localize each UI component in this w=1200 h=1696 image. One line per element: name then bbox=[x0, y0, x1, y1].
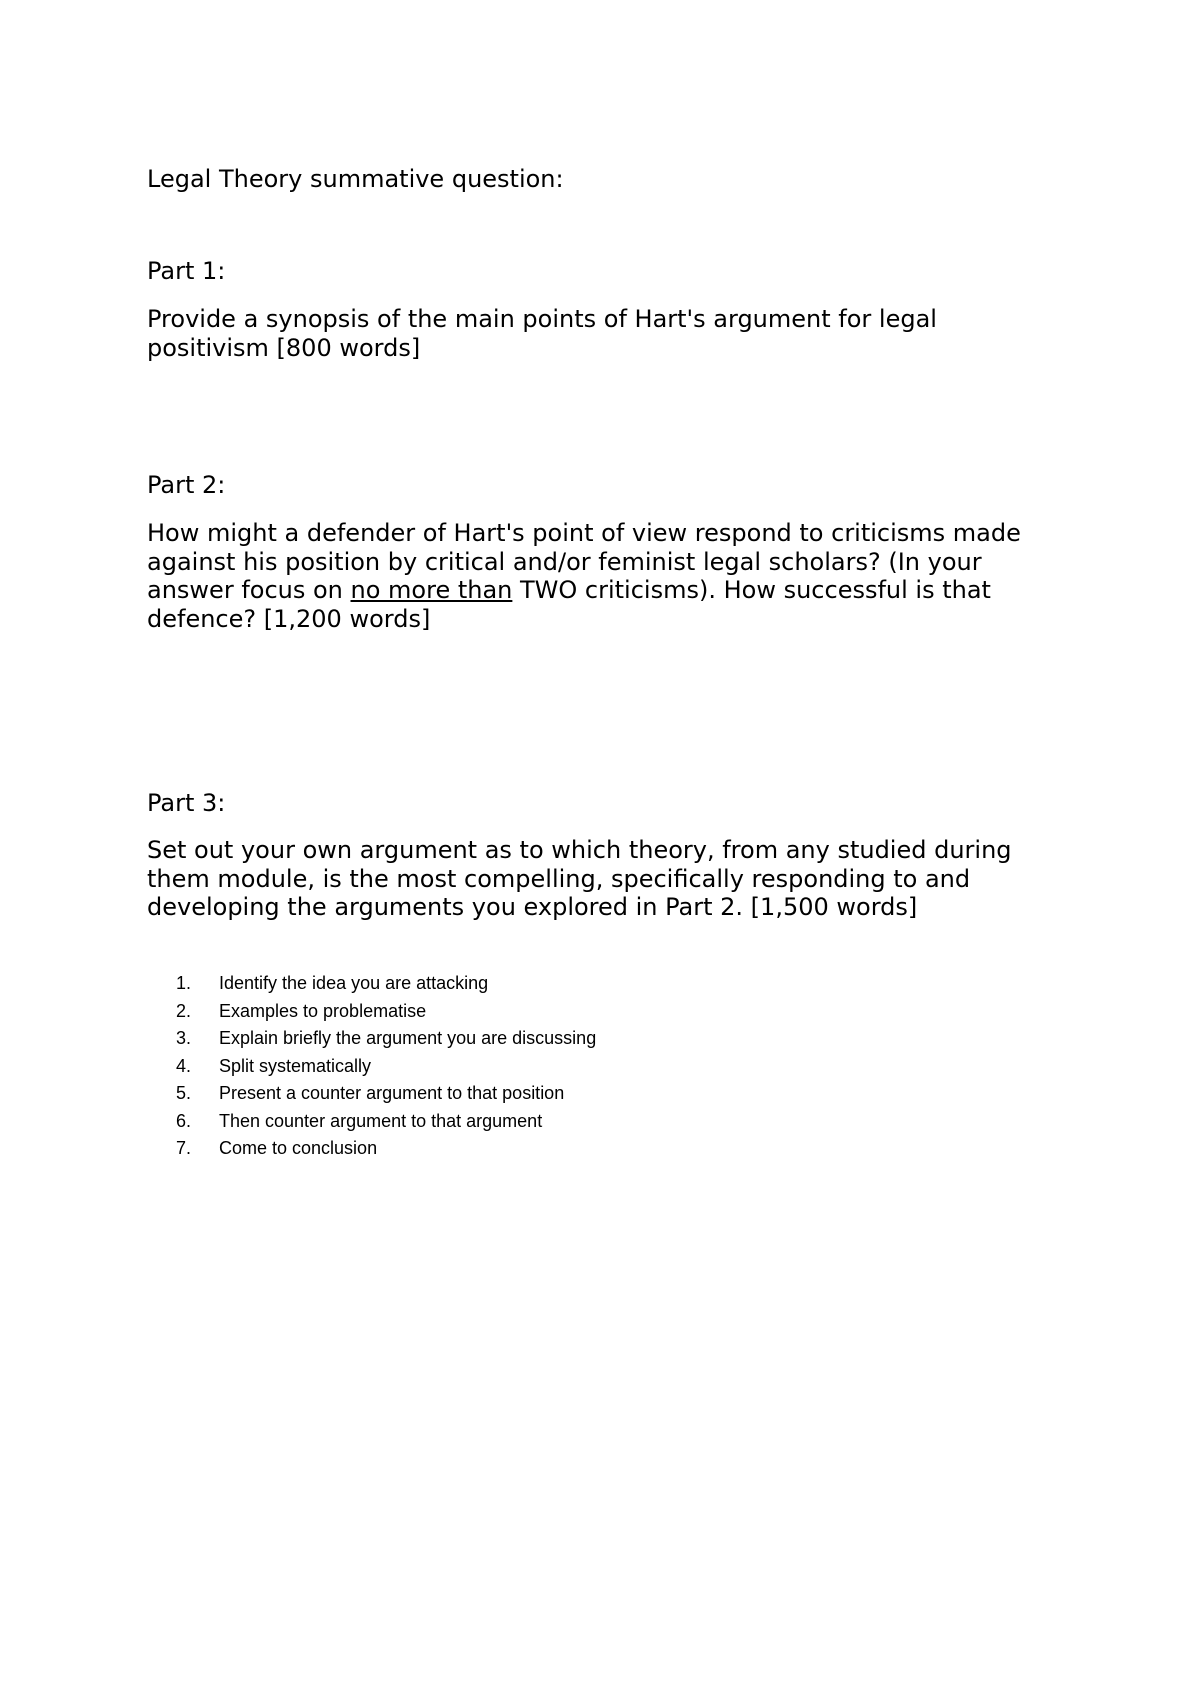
part-2-question-text-end: TWO criticisms). How successful is that defence? [1,200 words] bbox=[147, 576, 991, 633]
list-item-text: Explain briefly the argument you are discussing bbox=[219, 1028, 597, 1048]
part-2-question-underlined-text: no more than bbox=[350, 576, 513, 604]
list-item-number: 6. bbox=[176, 1110, 192, 1131]
list-item-text: Split systematically bbox=[219, 1055, 372, 1076]
list-item-number: 4. bbox=[176, 1055, 192, 1076]
document-title: Legal Theory summative question: bbox=[147, 165, 564, 193]
list-item-text: Present a counter argument to that position bbox=[219, 1083, 565, 1103]
part-1-question: Provide a synopsis of the main points of Hart's argument for legal positivism [800 words] bbox=[147, 305, 937, 362]
list-item bbox=[176, 1053, 596, 1081]
part-1-heading: Part 1: bbox=[147, 257, 226, 285]
list-item bbox=[176, 1080, 596, 1108]
list-item-number: 5. bbox=[176, 1083, 192, 1103]
part-2-question bbox=[147, 519, 1047, 633]
list-item-number: 1. bbox=[176, 973, 192, 993]
list-item-number: 7. bbox=[176, 1138, 192, 1158]
list-item-number: 2. bbox=[176, 1000, 192, 1021]
list-item bbox=[176, 1025, 596, 1053]
part-2-heading: Part 2: bbox=[147, 471, 226, 499]
list-item bbox=[176, 1108, 596, 1136]
part-3-heading: Part 3: bbox=[147, 789, 226, 817]
part-2-question-text-start: How might a defender of Hart's point of view respond to criticisms made against his position by critical and/or feminist legal scholars? (In your answer focus on bbox=[147, 519, 1021, 604]
list-item-text: Identify the idea you are attacking bbox=[219, 973, 489, 993]
list-item-text: Examples to problematise bbox=[219, 1000, 427, 1021]
essay-steps-list bbox=[176, 970, 596, 1163]
part-3-question: Set out your own argument as to which theory, from any studied during them module, is the most compelling, specifically responding to and developing the arguments you explored in Part 2. [1,500 words] bbox=[147, 836, 1012, 921]
list-item-text: Come to conclusion bbox=[219, 1138, 378, 1158]
list-item bbox=[176, 1135, 596, 1163]
list-item-number: 3. bbox=[176, 1028, 192, 1048]
list-item-text: Then counter argument to that argument bbox=[219, 1110, 543, 1131]
list-item bbox=[176, 970, 596, 998]
list-item bbox=[176, 998, 596, 1026]
